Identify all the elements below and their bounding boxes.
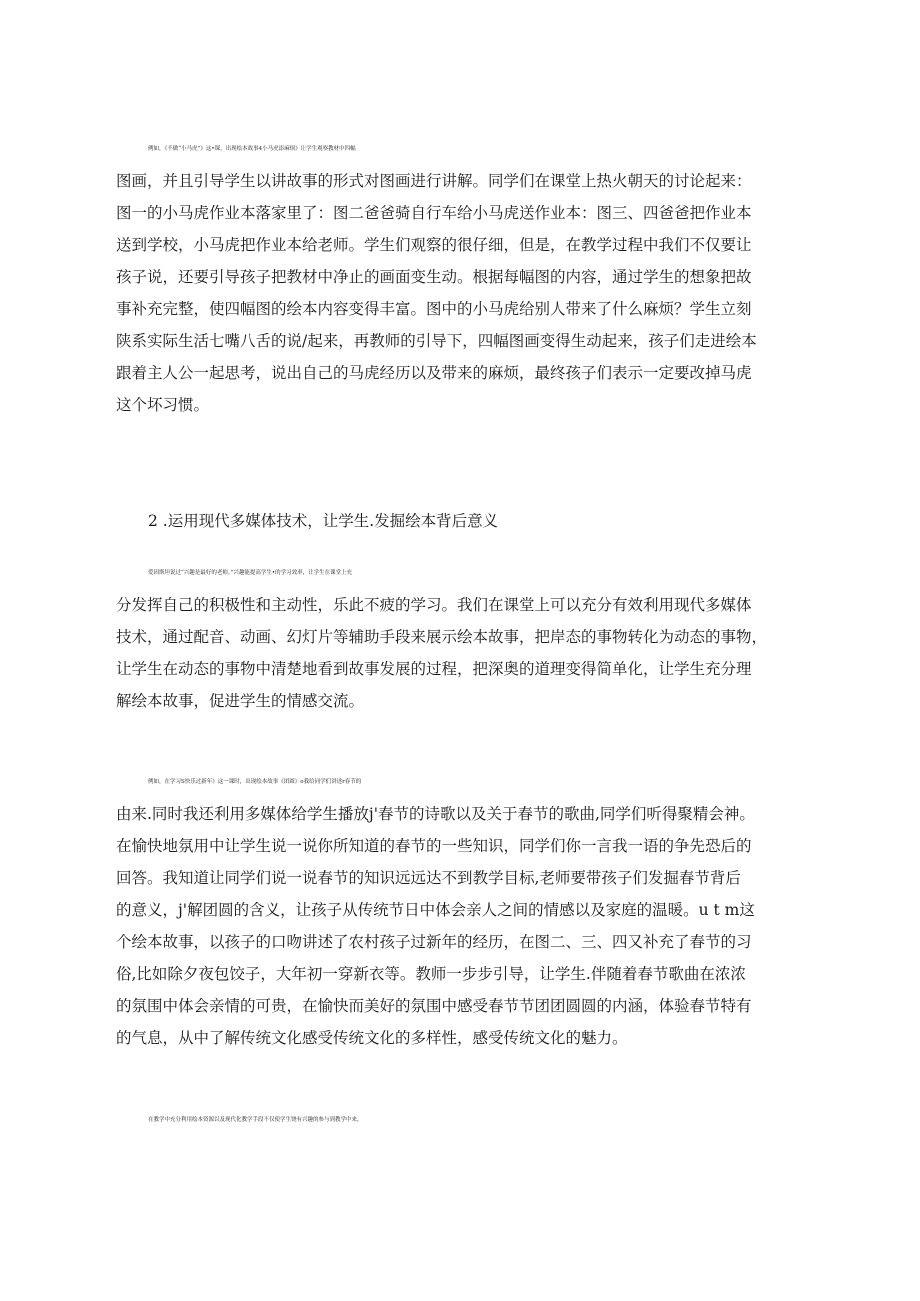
paragraph-line: 的氛围中体会亲情的可贵，在愉快而美好的氛围中感受春节节团团圆圆的内涵，体验春节特有 [116,997,752,1015]
section-heading-text: 2 .运用现代多媒体技术，让学生.发掘绘本背后意义 [148,512,499,530]
paragraph-line: 回答。我知道让同学们说一说春节的知识远远达不到教学目标,老师要带孩子们发掘春节背后 [116,869,741,887]
paragraph-line: 这个坏习惯。 [116,396,210,414]
paragraph-line: 事补充完整，使四幅图的绘本内容变得丰富。图中的小马虎给别人带来了什么麻烦？学生立刻 [116,300,752,318]
paragraph-line: 例如，在学习S快乐过新年》这一课时，出现绘本故事《团圆》o我给同学们讲述r春节的 [148,779,362,785]
paragraph-line: 孩子说，还要引导孩子把教材中净止的画面变生动。根据每幅图的内容，通过学生的想象把故 [116,268,752,286]
paragraph-2 [116,557,806,717]
paragraph-line: 技术，通过配音、动画、幻灯片等辅助手段来展示绘本故事，把岸态的事物转化为动态的事物， [116,628,768,646]
paragraph-line: 的意义，j'解团圆的含义，让孩子从传统节日中体会亲人之间的情感以及家庭的温暖。u t m这 [116,901,755,919]
paragraph-line: 让学生在动态的事物中清楚地看到故事发展的过程，把深奥的道理变得简单化，让学生充分理 [116,660,752,678]
paragraph-line: 个绘本故事，以孩子的口吻讲述了农村孩子过新年的经历，在图二、三、四又补充了春节的习 [116,933,752,951]
paragraph-line: 送到学校，小马虎把作业本给老师。学生们观察的很仔细，但是，在教学过程中我们不仅要让 [116,236,752,254]
paragraph-line: 例如，《不做“小马虎”》这•课，出现绘本故事4小马虎添麻烦》让学生观察教材中四幅 [148,146,356,152]
paragraph-line: 图一的小马虎作业本落家里了：图二爸爸骑自行车给小马虎送作业本：图三、四爸爸把作业本 [116,204,752,222]
paragraph-1 [116,133,806,421]
paragraph-line: 在愉快地氛用中让学生说一说你所知道的春节的一些知识，同学们你一言我一语的争先恐后的 [116,837,752,855]
paragraph-line: 跟着主人公一起思考，说出自己的马虎经历以及带来的麻烦，最终孩子们表示一定要改掉马虎 [116,364,752,382]
paragraph-3 [116,766,806,1054]
paragraph-line: 解绘本故事，促进学生的情感交流。 [116,692,365,710]
paragraph-line: 由来.同时我还利用多媒体给学生播放j'春节的诗歌以及关于春节的歌曲,同学们听得聚精会神。 [116,805,755,823]
section-heading [148,505,838,537]
paragraph-line: 分发挥自己的积极性和主动性，乐此不疲的学习。我们在课堂上可以充分有效利用现代多媒体 [116,596,752,614]
paragraph-line: 爱因斯坦说过“兴趣是最好的老师。”兴趣能提高学生•的学习效率，让学生在课堂上充 [148,570,353,576]
paragraph-line: 的气息，从中了解传统文化感受传统文化的多样性，感受传统文化的魅力。 [116,1029,628,1047]
paragraph-line: 在教学中充分利用绘本资源以及现代化教学手段不仅使学生饶有兴趣的参与到教学中来， [148,1117,363,1123]
paragraph-line: 陕系实际生活七嘴八舌的说/起来，再教师的引导下，四幅图画变得生动起来，孩子们走进绘本 [116,332,757,350]
paragraph-line: 图画，并且引导学生以讲故事的形式对图画进行讲解。同学们在课堂上热火朝天的讨论起来： [116,172,752,190]
paragraph-4 [116,1104,806,1136]
paragraph-line: 俗,比如除夕夜包饺子，大年初一穿新衣等。教师一步步引导，让学生.伴随着春节歌曲在浓浓 [116,965,746,983]
